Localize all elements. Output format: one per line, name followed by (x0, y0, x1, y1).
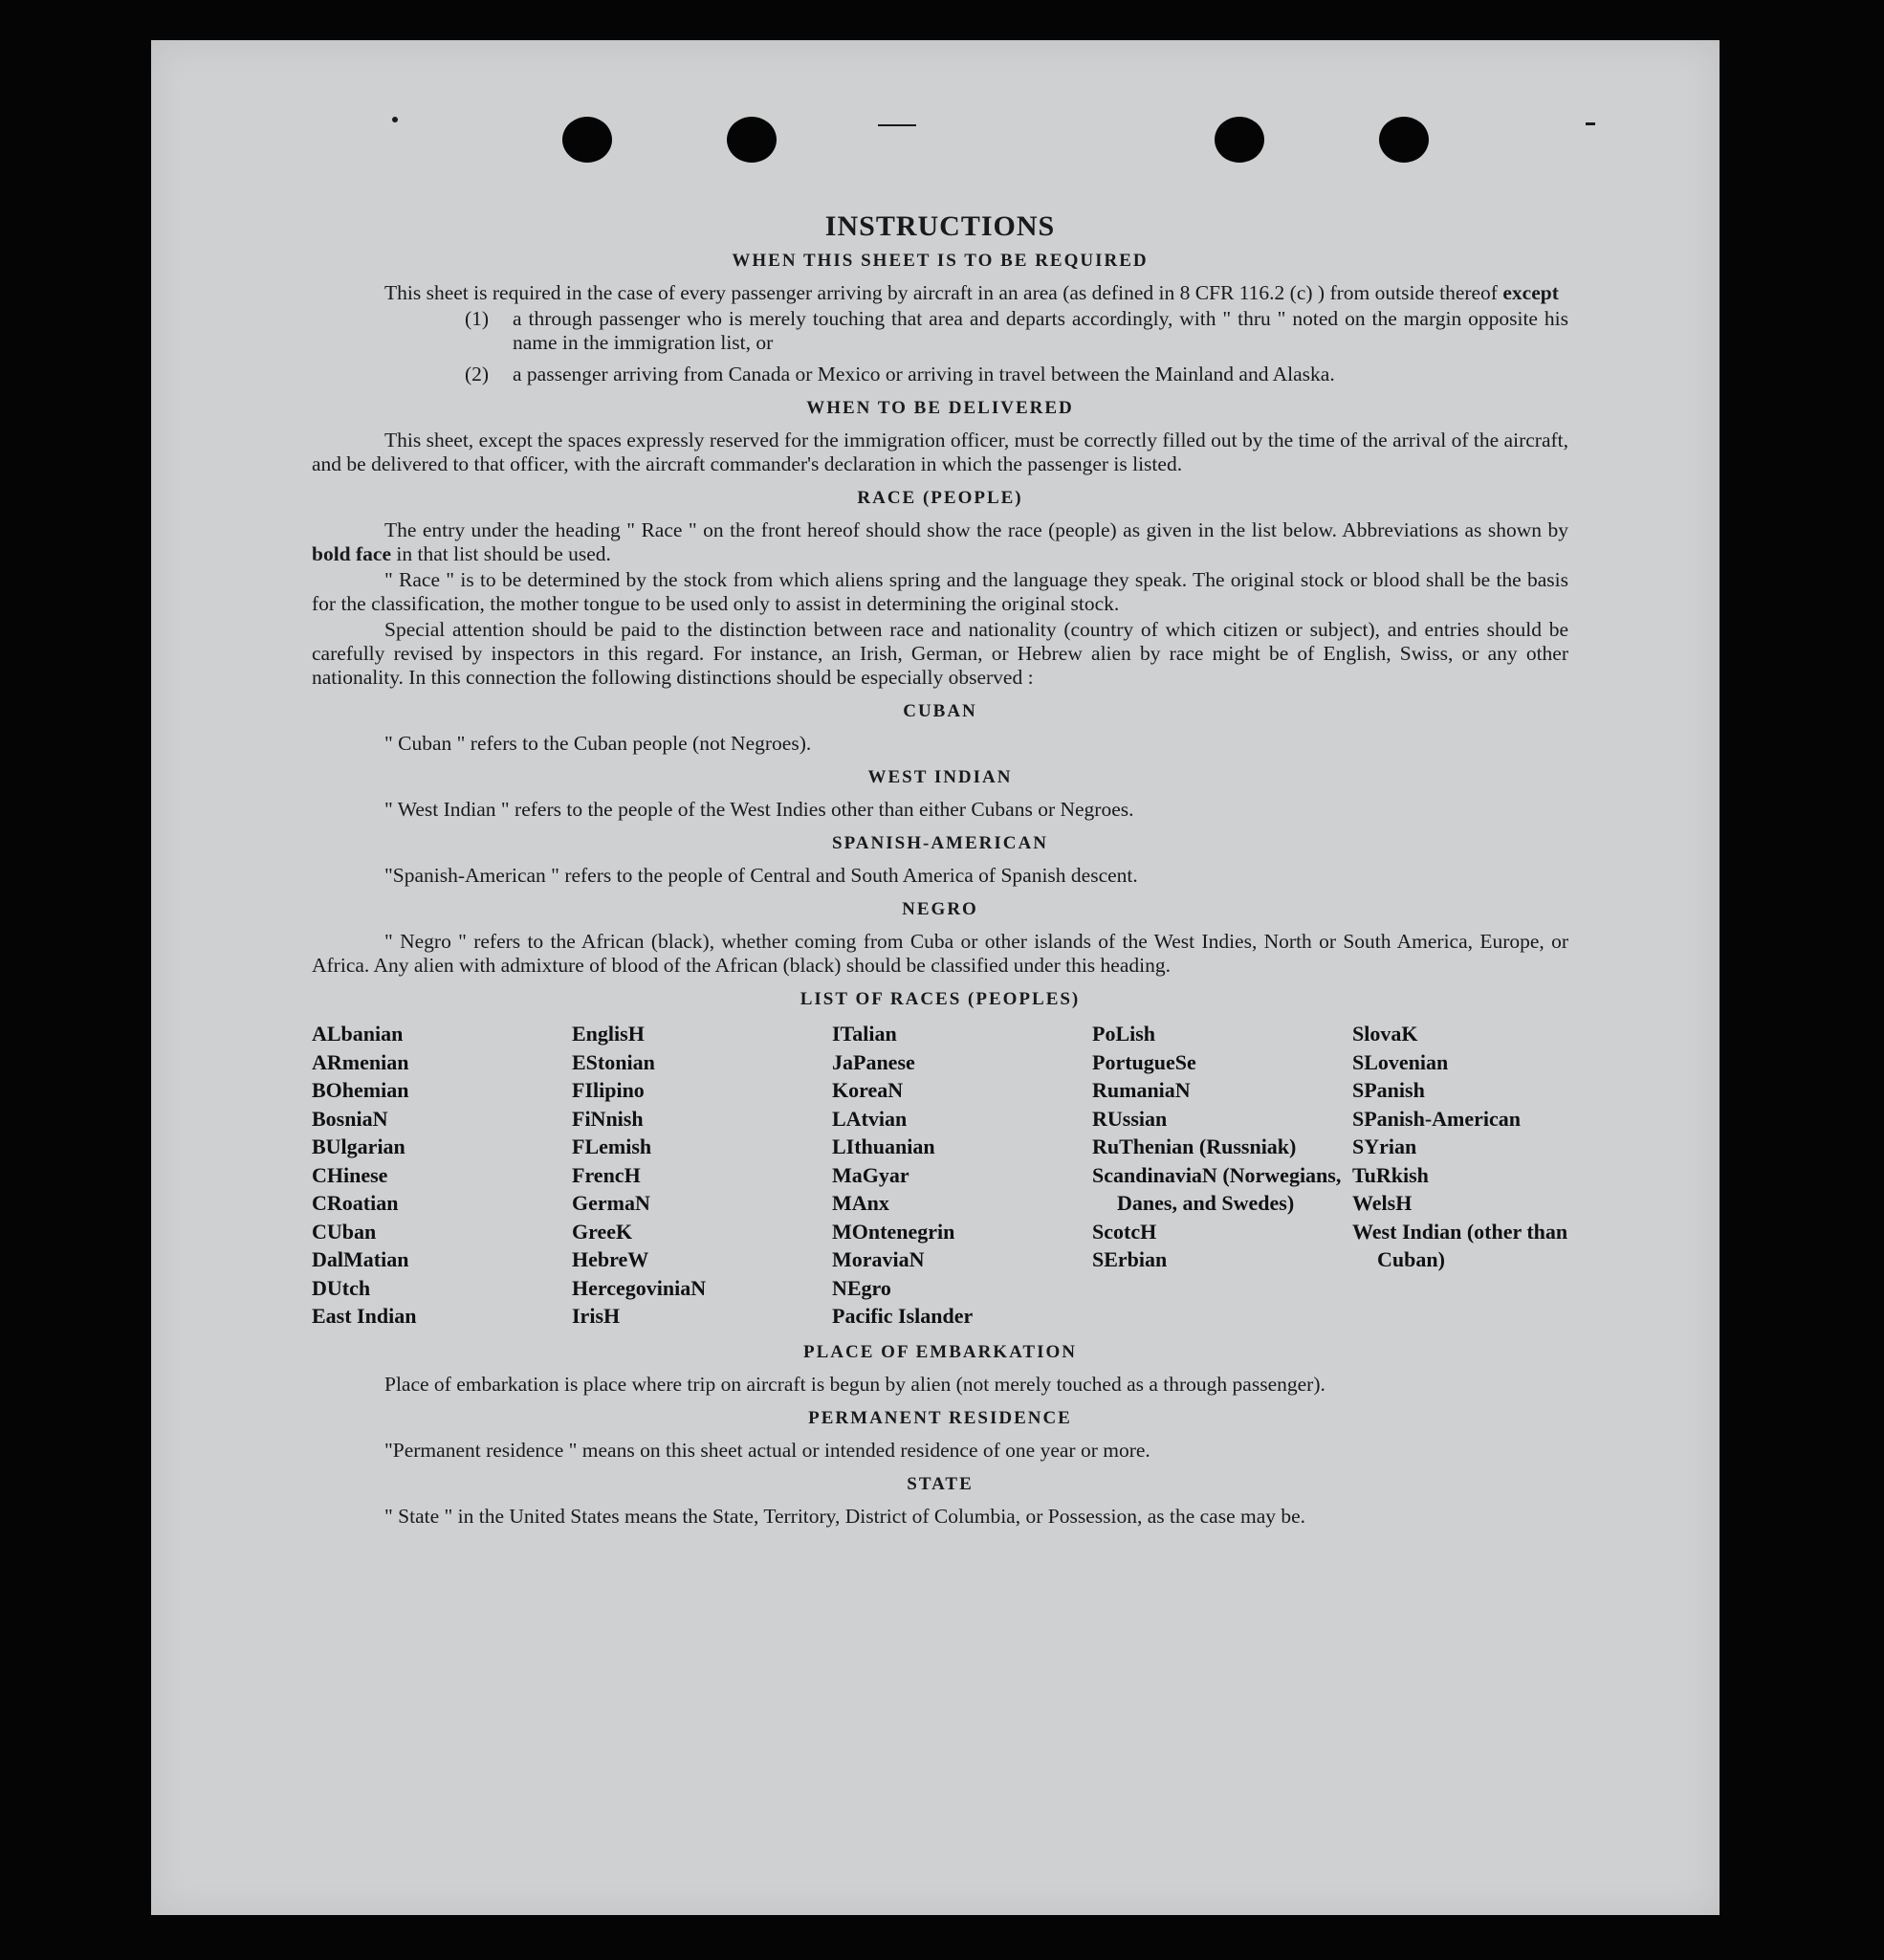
race-paragraph-1 (312, 518, 1568, 566)
punch-hole (1379, 117, 1429, 163)
race-item: DUtch (312, 1275, 371, 1300)
race-item: CHinese (312, 1162, 388, 1187)
heading-negro: NEGRO (902, 899, 978, 919)
heading-west-indian: WEST INDIAN (867, 767, 1013, 787)
race-item: WelsH (1352, 1191, 1413, 1215)
race-item: FLemish (572, 1134, 652, 1158)
spanish-american-paragraph: "Spanish-American " refers to the people of Central and South America of Spanish descent. (384, 864, 1138, 887)
exception-text: a passenger arriving from Canada or Mexico or arriving in travel between the Mainland and Alaska. (513, 363, 1335, 385)
race-p1-text: The entry under the heading " Race " on the front hereof should show the race (people) as given in the list below. Abbreviations as shown by (384, 518, 1568, 541)
race-item: East Indian (312, 1304, 417, 1328)
race-item: SLovenian (1352, 1049, 1449, 1074)
punch-hole (727, 117, 777, 163)
race-column (312, 1020, 572, 1331)
race-item: RuThenian (Russniak) (1092, 1134, 1297, 1158)
race-item: LAtvian (832, 1106, 908, 1131)
race-item: HercegoviniaN (572, 1275, 707, 1300)
race-item: LIthuanian (832, 1134, 935, 1158)
race-item: ScotcH (1092, 1219, 1157, 1244)
heading-cuban: CUBAN (903, 701, 977, 721)
race-item: ScandinaviaN (Norwegians, Danes, and Swedes) (1092, 1162, 1342, 1215)
race-item: TuRkish (1352, 1162, 1429, 1187)
race-item: DalMatian (312, 1247, 409, 1271)
race-column (1092, 1020, 1352, 1331)
race-item: MoraviaN (832, 1247, 925, 1271)
race-item: MAnx (832, 1191, 889, 1215)
residence-paragraph: "Permanent residence " means on this sheet actual or intended residence of one year or more. (384, 1438, 1150, 1462)
race-item: CRoatian (312, 1191, 399, 1215)
delivered-paragraph: This sheet, except the spaces expressly reserved for the immigration officer, must be correctly filled out by the time of the arrival of the aircraft, and be delivered to that officer, with the aircraft commander's declaration in which the passenger is listed. (312, 429, 1568, 475)
race-item: FIlipino (572, 1078, 645, 1102)
race-item: ARmenian (312, 1049, 409, 1074)
race-item: PoLish (1092, 1022, 1156, 1046)
race-item: CUban (312, 1219, 377, 1244)
race-list (312, 1020, 1568, 1331)
race-column (1352, 1020, 1572, 1331)
punch-hole (562, 117, 612, 163)
race-item: BUlgarian (312, 1134, 405, 1158)
exception-number: (1) (465, 307, 490, 330)
race-item: SErbian (1092, 1247, 1168, 1271)
race-item: SlovaK (1352, 1022, 1418, 1046)
punch-hole (1215, 117, 1264, 163)
race-item: KoreaN (832, 1078, 904, 1102)
race-item: SPanish-American (1352, 1106, 1521, 1131)
race-paragraph-2: " Race " is to be determined by the stock from which aliens spring and the language they speak. The original stock or blood shall be the basis for the classification, the mother tongue to be used only to assist in determining the original stock. (312, 568, 1568, 615)
required-text: This sheet is required in the case of every passenger arriving by aircraft in an area (as defined in 8 CFR 116.2 (c) ) from outside thereof (384, 281, 1503, 304)
exception-list (312, 307, 1568, 386)
race-item: IrisH (572, 1304, 621, 1328)
race-p1-bold: bold face (312, 542, 392, 565)
exception-text: a through passenger who is merely touching that area and departs accordingly, with " thru " noted on the margin opposite his name in the immigration list, or (513, 307, 1568, 354)
race-item: BOhemian (312, 1078, 409, 1102)
race-item: ALbanian (312, 1022, 404, 1046)
embarkation-paragraph: Place of embarkation is place where trip on aircraft is begun by alien (not merely touched as a through passenger). (384, 1372, 1325, 1396)
exception-item (465, 363, 1568, 386)
race-item: MaGyar (832, 1162, 909, 1187)
except-text: except (1502, 281, 1559, 304)
race-item: West Indian (other than Cuban) (1352, 1219, 1568, 1271)
race-column (572, 1020, 832, 1331)
race-item: EStonian (572, 1049, 655, 1074)
race-item: MOntenegrin (832, 1219, 955, 1244)
document-sheet (151, 40, 1720, 1915)
required-paragraph (312, 281, 1568, 305)
race-item: NEgro (832, 1275, 891, 1300)
heading-embarkation: PLACE OF EMBARKATION (803, 1341, 1077, 1362)
race-item: RUssian (1092, 1106, 1168, 1131)
race-item: FiNnish (572, 1106, 644, 1131)
race-item: SYrian (1352, 1134, 1417, 1158)
race-item: JaPanese (832, 1049, 915, 1074)
race-item: EnglisH (572, 1022, 645, 1046)
state-paragraph: " State " in the United States means the State, Territory, District of Columbia, or Possession, as the case may be. (384, 1504, 1306, 1528)
race-item: PortugueSe (1092, 1049, 1196, 1074)
race-p1-end: in that list should be used. (391, 542, 611, 565)
heading-delivered: WHEN TO BE DELIVERED (806, 398, 1074, 418)
exception-item (465, 307, 1568, 355)
race-paragraph-3: Special attention should be paid to the distinction between race and nationality (country of which citizen or subject), and entries should be carefully revised by inspectors in this regard. For instance, an Irish, German, or Hebrew alien by race might be of English, Swiss, or any other nationality. In this connection the following distinctions should be especially observed : (312, 618, 1568, 689)
race-item: GermaN (572, 1191, 650, 1215)
instructions-content (312, 210, 1568, 1531)
heading-required: WHEN THIS SHEET IS TO BE REQUIRED (732, 251, 1149, 271)
race-item: Pacific Islander (832, 1304, 974, 1328)
page-title: INSTRUCTIONS (824, 210, 1056, 242)
heading-state: STATE (907, 1473, 974, 1494)
heading-permanent-residence: PERMANENT RESIDENCE (808, 1407, 1072, 1428)
race-item: GreeK (572, 1219, 633, 1244)
west-indian-paragraph: " West Indian " refers to the people of the West Indies other than either Cubans or Negroes. (384, 798, 1134, 821)
exception-number: (2) (465, 363, 490, 385)
speck (1586, 122, 1595, 125)
heading-spanish-american: SPANISH-AMERICAN (832, 833, 1048, 853)
race-item: BosniaN (312, 1106, 388, 1131)
race-item: RumaniaN (1092, 1078, 1191, 1102)
negro-paragraph: " Negro " refers to the African (black), whether coming from Cuba or other islands of the West Indies, North or South America, Europe, or Africa. Any alien with admixture of blood of the African (black) should be classified under this heading. (312, 930, 1568, 977)
race-column (832, 1020, 1092, 1331)
speck (392, 117, 398, 122)
race-item: FrencH (572, 1162, 641, 1187)
speck (878, 124, 916, 126)
heading-race: RACE (PEOPLE) (857, 488, 1023, 508)
cuban-paragraph: " Cuban " refers to the Cuban people (not Negroes). (384, 732, 812, 755)
race-item: SPanish (1352, 1078, 1425, 1102)
race-item: HebreW (572, 1247, 649, 1271)
heading-list-of-races: LIST OF RACES (PEOPLES) (800, 989, 1081, 1009)
race-item: ITalian (832, 1022, 897, 1046)
